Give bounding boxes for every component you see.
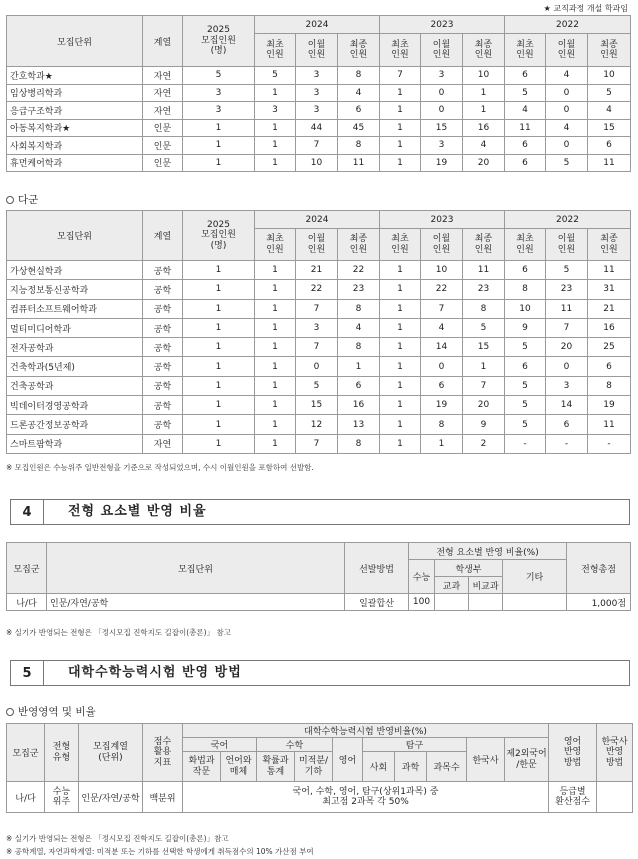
value-cell: 8	[588, 376, 631, 395]
col-ratio: 대학수학능력시험 반영비율(%)	[183, 724, 549, 738]
value-cell: 5	[505, 338, 546, 357]
value-cell: 11	[588, 261, 631, 280]
col-ratio: 전형 요소별 반영 비율(%)	[409, 543, 567, 560]
quota-2025: 5	[183, 67, 255, 85]
value-cell: 1	[255, 299, 296, 318]
value-cell: 11	[338, 154, 380, 172]
legend-text: 교직과정 개설 학과임	[553, 4, 628, 13]
unit-name: 가상현실학과	[7, 261, 143, 280]
value-cell: 1	[380, 299, 421, 318]
col-initial: 최초 인원	[380, 34, 421, 67]
table-row	[7, 280, 631, 299]
value-cell: 8	[338, 434, 380, 453]
value-cell: 1	[380, 84, 421, 102]
value-cell: 1	[255, 415, 296, 434]
value-cell: 11	[505, 119, 546, 137]
value-cell: 15	[463, 338, 505, 357]
value-cell: 16	[338, 396, 380, 415]
col-subject: 교과	[435, 577, 469, 594]
value-cell: 3	[255, 102, 296, 120]
value-cell: 5	[463, 318, 505, 337]
table-row	[7, 154, 631, 172]
value-cell: 6	[338, 376, 380, 395]
col-field: 계열	[143, 16, 183, 67]
value-cell: 7	[546, 318, 588, 337]
value-cell: 20	[463, 154, 505, 172]
col-quota-2025: 2025 모집인원 (명)	[183, 16, 255, 67]
value-cell: 19	[588, 396, 631, 415]
value-cell: 21	[296, 261, 338, 280]
value-cell: 19	[421, 396, 463, 415]
value-cell: 1	[380, 434, 421, 453]
value-cell: 1	[255, 154, 296, 172]
field: 공학	[143, 376, 183, 395]
value-cell: 1	[421, 434, 463, 453]
field: 공학	[143, 338, 183, 357]
table-row	[7, 318, 631, 337]
col-unit: 모집단위	[7, 211, 143, 261]
unit-name: 스마트팜학과	[7, 434, 143, 453]
col-quota-2025: 2025 모집인원 (명)	[183, 211, 255, 261]
value-cell: 44	[296, 119, 338, 137]
table-selection-ratio	[6, 542, 631, 611]
value-cell: 22	[296, 280, 338, 299]
value-cell: 14	[546, 396, 588, 415]
value-cell: 4	[546, 119, 588, 137]
value-cell: 10	[421, 261, 463, 280]
col-carry: 이월 인원	[546, 229, 588, 261]
quota-note: ※ 모집인원은 수능위주 일반전형을 기준으로 작성되었으며, 수시 이월인원을 포함하여 선발함.	[6, 463, 314, 472]
section5-subtitle: 반영영역 및 비율	[6, 704, 96, 719]
quota-2025: 1	[183, 318, 255, 337]
field: 자연	[143, 102, 183, 120]
value-cell: 3	[421, 137, 463, 155]
value-cell: 6	[505, 137, 546, 155]
unit-name: 응급구조학과	[7, 102, 143, 120]
value-cell: 4	[338, 84, 380, 102]
table-row	[7, 84, 631, 102]
col-math-a: 확률과 통계	[257, 752, 295, 782]
unit-name: 멀티미디어학과	[7, 318, 143, 337]
col-group: 모집군	[7, 543, 47, 594]
value-cell: 23	[463, 280, 505, 299]
field: 공학	[143, 280, 183, 299]
table-suneung-ratio	[6, 723, 633, 813]
quota-2025: 3	[183, 102, 255, 120]
col-suneung: 수능	[409, 560, 435, 594]
col-year-2023: 2023	[380, 211, 505, 229]
table-row	[7, 102, 631, 120]
value-cell: 7	[463, 376, 505, 395]
value-cell: 0	[546, 84, 588, 102]
field: 인문	[143, 119, 183, 137]
value-cell: 0	[421, 102, 463, 120]
col-final: 최종 인원	[463, 34, 505, 67]
section5-note-2: ※ 공학계열, 자연과학계열: 미적분 또는 기하를 선택한 학생에게 취득점수의 10% 가산점 부여	[6, 847, 314, 856]
value-cell: 9	[505, 318, 546, 337]
value-cell: 3	[421, 67, 463, 85]
col-initial: 최초 인원	[505, 34, 546, 67]
value-cell: 5	[255, 67, 296, 85]
value-cell: 8	[505, 280, 546, 299]
value-cell: 1	[380, 137, 421, 155]
col-year-2022: 2022	[505, 211, 631, 229]
section-dagun-title: 다군	[6, 192, 38, 207]
col-korean-a: 화법과 작문	[183, 752, 221, 782]
quota-2025: 1	[183, 415, 255, 434]
col-social: 사회	[363, 752, 395, 782]
field: 공학	[143, 261, 183, 280]
value-cell: 3	[296, 318, 338, 337]
value-cell: 1	[463, 84, 505, 102]
value-cell: 5	[505, 415, 546, 434]
unit-name: 지능정보통신공학과	[7, 280, 143, 299]
col-series: 모집계열 (단위)	[79, 724, 143, 782]
col-unit: 모집단위	[47, 543, 345, 594]
value-cell: 1	[255, 338, 296, 357]
value-cell: 2	[463, 434, 505, 453]
value-cell: 20	[546, 338, 588, 357]
table-row	[7, 357, 631, 376]
col-initial: 최초 인원	[255, 34, 296, 67]
col-second-language: 제2외국어 /한문	[505, 738, 549, 782]
col-final: 최종 인원	[338, 229, 380, 261]
col-year-2024: 2024	[255, 211, 380, 229]
value-cell: 1	[338, 357, 380, 376]
value-cell: 0	[546, 357, 588, 376]
value-cell: 10	[505, 299, 546, 318]
col-carry: 이월 인원	[421, 229, 463, 261]
table-row	[7, 434, 631, 453]
unit-name: 빅데이터경영공학과	[7, 396, 143, 415]
field: 자연	[143, 67, 183, 85]
col-carry: 이월 인원	[296, 229, 338, 261]
circle-bullet-icon	[6, 708, 14, 716]
unit-name: 전자공학과	[7, 338, 143, 357]
value-cell: 21	[588, 299, 631, 318]
value-cell: 0	[546, 137, 588, 155]
value-cell: 15	[296, 396, 338, 415]
section-number: 4	[10, 499, 44, 525]
value-cell: 6	[505, 357, 546, 376]
value-cell: 1	[255, 396, 296, 415]
col-final: 최종 인원	[463, 229, 505, 261]
value-cell: 11	[463, 261, 505, 280]
unit-name: 임상병리학과	[7, 84, 143, 102]
col-nonsubject: 비교과	[469, 577, 503, 594]
unit-name: 사회복지학과	[7, 137, 143, 155]
value-cell: 3	[296, 84, 338, 102]
value-cell: 7	[296, 299, 338, 318]
value-cell: 1	[380, 396, 421, 415]
value-cell: 8	[463, 299, 505, 318]
col-english: 영어	[333, 738, 363, 782]
value-cell: 4	[588, 102, 631, 120]
col-carry: 이월 인원	[421, 34, 463, 67]
value-cell: 1	[255, 280, 296, 299]
value-cell: 14	[421, 338, 463, 357]
table-row: 나/다 수능 위주 인문/자연/공학 백분위 국어, 수학, 영어, 탐구(상위1과목) 중 최고점 2과목 각 50% 등급별 환산점수	[7, 782, 633, 813]
field: 인문	[143, 154, 183, 172]
value-cell: 5	[296, 376, 338, 395]
value-cell: 1	[380, 338, 421, 357]
quota-2025: 1	[183, 154, 255, 172]
quota-2025: 1	[183, 357, 255, 376]
value-cell: 23	[546, 280, 588, 299]
value-cell: 4	[505, 102, 546, 120]
field: 자연	[143, 84, 183, 102]
value-cell: 11	[546, 299, 588, 318]
col-inquiry: 탐구	[363, 738, 467, 752]
value-cell: 4	[338, 318, 380, 337]
section-number: 5	[10, 660, 44, 686]
value-cell: 8	[338, 338, 380, 357]
value-cell: 11	[588, 154, 631, 172]
col-final: 최종 인원	[588, 229, 631, 261]
unit-name: 건축학과(5년제)	[7, 357, 143, 376]
value-cell: 8	[421, 415, 463, 434]
value-cell: 1	[380, 154, 421, 172]
value-cell: 9	[463, 415, 505, 434]
table-row	[7, 338, 631, 357]
value-cell: 7	[296, 338, 338, 357]
value-cell: 1	[380, 357, 421, 376]
section5-note-1: ※ 실기가 반영되는 전형은 「정시모집 진학지도 길잡이(총론)」참고	[6, 834, 229, 843]
value-cell: 6	[505, 261, 546, 280]
section4-note: ※ 실기가 반영되는 전형은 「정시모집 진학지도 길잡이(총론)」 참고	[6, 628, 231, 637]
value-cell: 1	[380, 119, 421, 137]
table-row	[7, 67, 631, 85]
field: 공학	[143, 318, 183, 337]
col-history: 한국사	[467, 738, 505, 782]
col-total: 전형총점	[567, 543, 631, 594]
table-row	[7, 261, 631, 280]
value-cell: 6	[588, 357, 631, 376]
field: 자연	[143, 434, 183, 453]
col-school: 학생부	[435, 560, 503, 577]
value-cell: 6	[546, 415, 588, 434]
table-row	[7, 299, 631, 318]
value-cell: -	[546, 434, 588, 453]
value-cell: 7	[296, 137, 338, 155]
col-history-method: 한국사 반영 방법	[597, 724, 633, 782]
field: 인문	[143, 137, 183, 155]
value-cell: 5	[546, 154, 588, 172]
col-science: 과학	[395, 752, 427, 782]
value-cell: 5	[588, 84, 631, 102]
value-cell: 22	[421, 280, 463, 299]
value-cell: 12	[296, 415, 338, 434]
col-korean-b: 언어와 매체	[221, 752, 257, 782]
value-cell: 7	[380, 67, 421, 85]
table-na-group	[6, 15, 631, 172]
value-cell: 1	[380, 261, 421, 280]
value-cell: 3	[296, 67, 338, 85]
col-final: 최종 인원	[588, 34, 631, 67]
table-row	[7, 376, 631, 395]
value-cell: 5	[505, 84, 546, 102]
quota-2025: 1	[183, 280, 255, 299]
table-da-group	[6, 210, 631, 454]
value-cell: 1	[255, 434, 296, 453]
value-cell: 1	[380, 280, 421, 299]
quota-2025: 3	[183, 84, 255, 102]
value-cell: 0	[421, 84, 463, 102]
col-method: 선발방법	[345, 543, 409, 594]
quota-2025: 1	[183, 119, 255, 137]
value-cell: 31	[588, 280, 631, 299]
value-cell: 6	[421, 376, 463, 395]
section-5-banner	[6, 658, 630, 688]
col-year-2024: 2024	[255, 16, 380, 34]
value-cell: 6	[338, 102, 380, 120]
value-cell: 3	[296, 102, 338, 120]
col-type: 전형 유형	[45, 724, 79, 782]
unit-name: 아동복지학과★	[7, 119, 143, 137]
table-row	[7, 137, 631, 155]
value-cell: 1	[463, 102, 505, 120]
value-cell: 1	[255, 137, 296, 155]
value-cell: 16	[588, 318, 631, 337]
quota-2025: 1	[183, 137, 255, 155]
value-cell: 1	[255, 261, 296, 280]
col-carry: 이월 인원	[546, 34, 588, 67]
value-cell: 19	[421, 154, 463, 172]
col-score-index: 점수 활용 지표	[143, 724, 183, 782]
value-cell: 1	[255, 357, 296, 376]
field: 공학	[143, 357, 183, 376]
value-cell: 4	[463, 137, 505, 155]
value-cell: 6	[505, 67, 546, 85]
section-title: 대학수학능력시험 반영 방법	[68, 665, 242, 680]
value-cell: 3	[546, 376, 588, 395]
col-initial: 최초 인원	[505, 229, 546, 261]
table-row	[7, 415, 631, 434]
field: 공학	[143, 396, 183, 415]
circle-bullet-icon	[6, 196, 14, 204]
value-cell: 22	[338, 261, 380, 280]
col-etc: 기타	[503, 560, 567, 594]
value-cell: 45	[338, 119, 380, 137]
value-cell: 8	[338, 67, 380, 85]
quota-2025: 1	[183, 434, 255, 453]
quota-2025: 1	[183, 396, 255, 415]
value-cell: 15	[421, 119, 463, 137]
value-cell: 1	[380, 102, 421, 120]
section-4-banner	[6, 497, 630, 527]
value-cell: 1	[380, 318, 421, 337]
value-cell: 15	[588, 119, 631, 137]
value-cell: 1	[255, 119, 296, 137]
value-cell: 5	[505, 396, 546, 415]
value-cell: 0	[421, 357, 463, 376]
field: 공학	[143, 415, 183, 434]
col-year-2023: 2023	[380, 16, 505, 34]
table-row	[7, 396, 631, 415]
value-cell: 1	[463, 357, 505, 376]
value-cell: 11	[588, 415, 631, 434]
value-cell: 1	[255, 84, 296, 102]
unit-name: 건축공학과	[7, 376, 143, 395]
star-icon: ★	[543, 4, 551, 13]
value-cell: 16	[463, 119, 505, 137]
value-cell: 0	[296, 357, 338, 376]
unit-name: 컴퓨터소프트웨어학과	[7, 299, 143, 318]
col-math-b: 미적분/ 기하	[295, 752, 333, 782]
col-korean: 국어	[183, 738, 257, 752]
col-initial: 최초 인원	[380, 229, 421, 261]
col-final: 최종 인원	[338, 34, 380, 67]
value-cell: 6	[505, 154, 546, 172]
value-cell: 4	[421, 318, 463, 337]
field: 공학	[143, 299, 183, 318]
legend	[544, 3, 628, 14]
table-row: 나/다 인문/자연/공학 일괄합산 100 1,000점	[7, 594, 631, 611]
value-cell: 6	[588, 137, 631, 155]
col-initial: 최초 인원	[255, 229, 296, 261]
col-field: 계열	[143, 211, 183, 261]
value-cell: 8	[338, 137, 380, 155]
col-year-2022: 2022	[505, 16, 631, 34]
col-english-method: 영어 반영 방법	[549, 724, 597, 782]
section-title: 전형 요소별 반영 비율	[68, 504, 207, 519]
unit-name: 드론공간정보공학과	[7, 415, 143, 434]
table-row	[7, 119, 631, 137]
value-cell: 8	[338, 299, 380, 318]
unit-name: 휴먼케어학과	[7, 154, 143, 172]
value-cell: 4	[546, 67, 588, 85]
quota-2025: 1	[183, 261, 255, 280]
value-cell: 1	[255, 318, 296, 337]
unit-name: 간호학과★	[7, 67, 143, 85]
value-cell: 7	[296, 434, 338, 453]
value-cell: 10	[296, 154, 338, 172]
value-cell: 10	[588, 67, 631, 85]
value-cell: 7	[421, 299, 463, 318]
value-cell: 5	[546, 261, 588, 280]
col-group: 모집군	[7, 724, 45, 782]
value-cell: 10	[463, 67, 505, 85]
value-cell: -	[588, 434, 631, 453]
value-cell: 23	[338, 280, 380, 299]
col-carry: 이월 인원	[296, 34, 338, 67]
value-cell: 20	[463, 396, 505, 415]
quota-2025: 1	[183, 338, 255, 357]
value-cell: 1	[255, 376, 296, 395]
col-math: 수학	[257, 738, 333, 752]
value-cell: 0	[546, 102, 588, 120]
value-cell: 25	[588, 338, 631, 357]
value-cell: -	[505, 434, 546, 453]
col-vocational: 과목수	[427, 752, 467, 782]
quota-2025: 1	[183, 299, 255, 318]
col-unit: 모집단위	[7, 16, 143, 67]
value-cell: 5	[505, 376, 546, 395]
quota-2025: 1	[183, 376, 255, 395]
value-cell: 1	[380, 376, 421, 395]
value-cell: 1	[380, 415, 421, 434]
value-cell: 13	[338, 415, 380, 434]
